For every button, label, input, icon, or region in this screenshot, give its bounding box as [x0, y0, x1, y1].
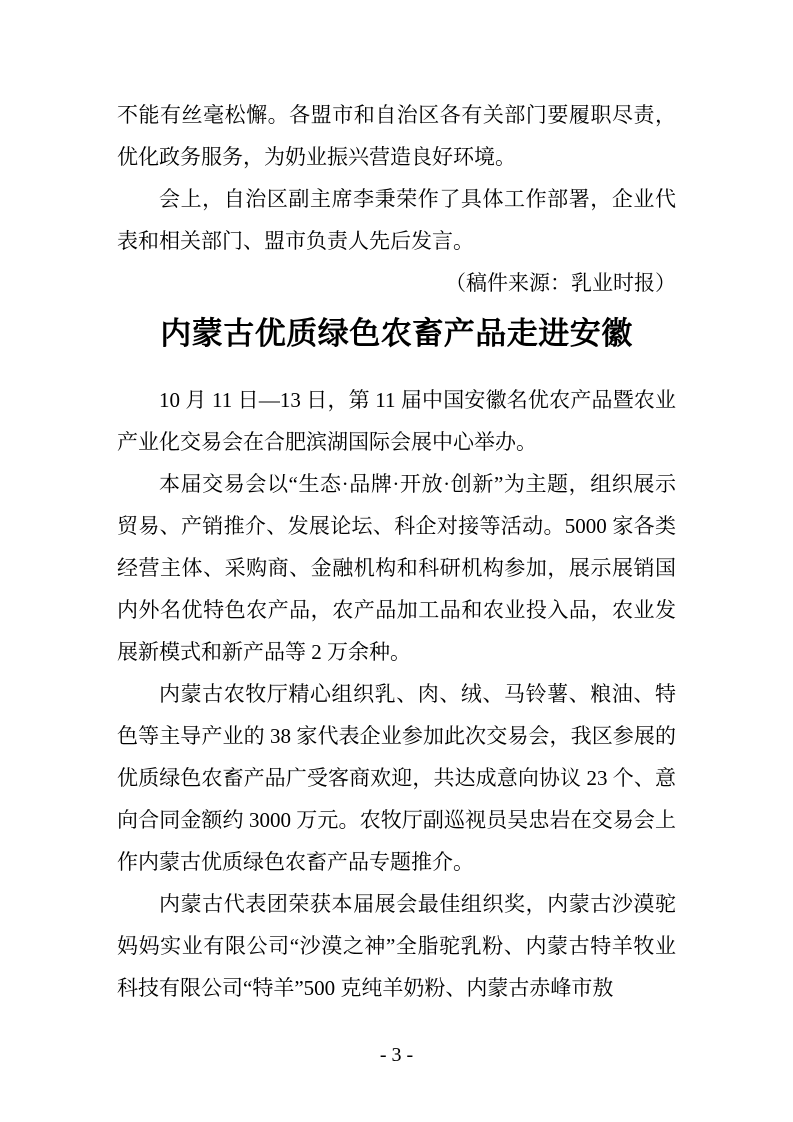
paragraph-continued-from-previous-page: 不能有丝毫松懈。各盟市和自治区各有关部门要履职尽责，优化政务服务，为奶业振兴营造良好环境。 [117, 103, 676, 169]
paragraph-meeting-speech: 会上，自治区副主席李秉荣作了具体工作部署，企业代表和相关部门、盟市负责人先后发言。 [117, 187, 676, 253]
article-title: 内蒙古优质绿色农畜产品走进安徽 [160, 316, 633, 351]
source-attribution: （稿件来源：乳业时报） [445, 271, 676, 295]
paragraph-delegation-results: 内蒙古农牧厅精心组织乳、肉、绒、马铃薯、粮油、特色等主导产业的 38 家代表企业参加此次交易会，我区参展的优质绿色农畜产品广受客商欢迎，共达成意向协议 23 个、意向合同金额约 3000 万元。农牧厅副巡视员吴忠岩在交易会上作内蒙古优质绿色农畜产品专题推介。 [117, 682, 676, 874]
paragraph-awards: 内蒙古代表团荣获本届展会最佳组织奖，内蒙古沙漠驼妈妈实业有限公司“沙漠之神”全脂驼乳粉、内蒙古特羊牧业科技有限公司“特羊”500 克纯羊奶粉、内蒙古赤峰市敖 [117, 892, 676, 1000]
paragraph-event-date: 10 月 11 日—13 日，第 11 届中国安徽名优农产品暨农业产业化交易会在合肥滨湖国际会展中心举办。 [117, 388, 676, 454]
page-number: - 3 - [379, 1044, 414, 1066]
document-content [117, 94, 676, 1009]
paragraph-event-theme: 本届交易会以“生态·品牌·开放·创新”为主题，组织展示贸易、产销推介、发展论坛、科企对接等活动。5000 家各类经营主体、采购商、金融机构和科研机构参加，展示展销国内外名优特色农产品，农产品加工品和农业投入品，农业发展新模式和新产品等 2 万余种。 [117, 472, 676, 664]
